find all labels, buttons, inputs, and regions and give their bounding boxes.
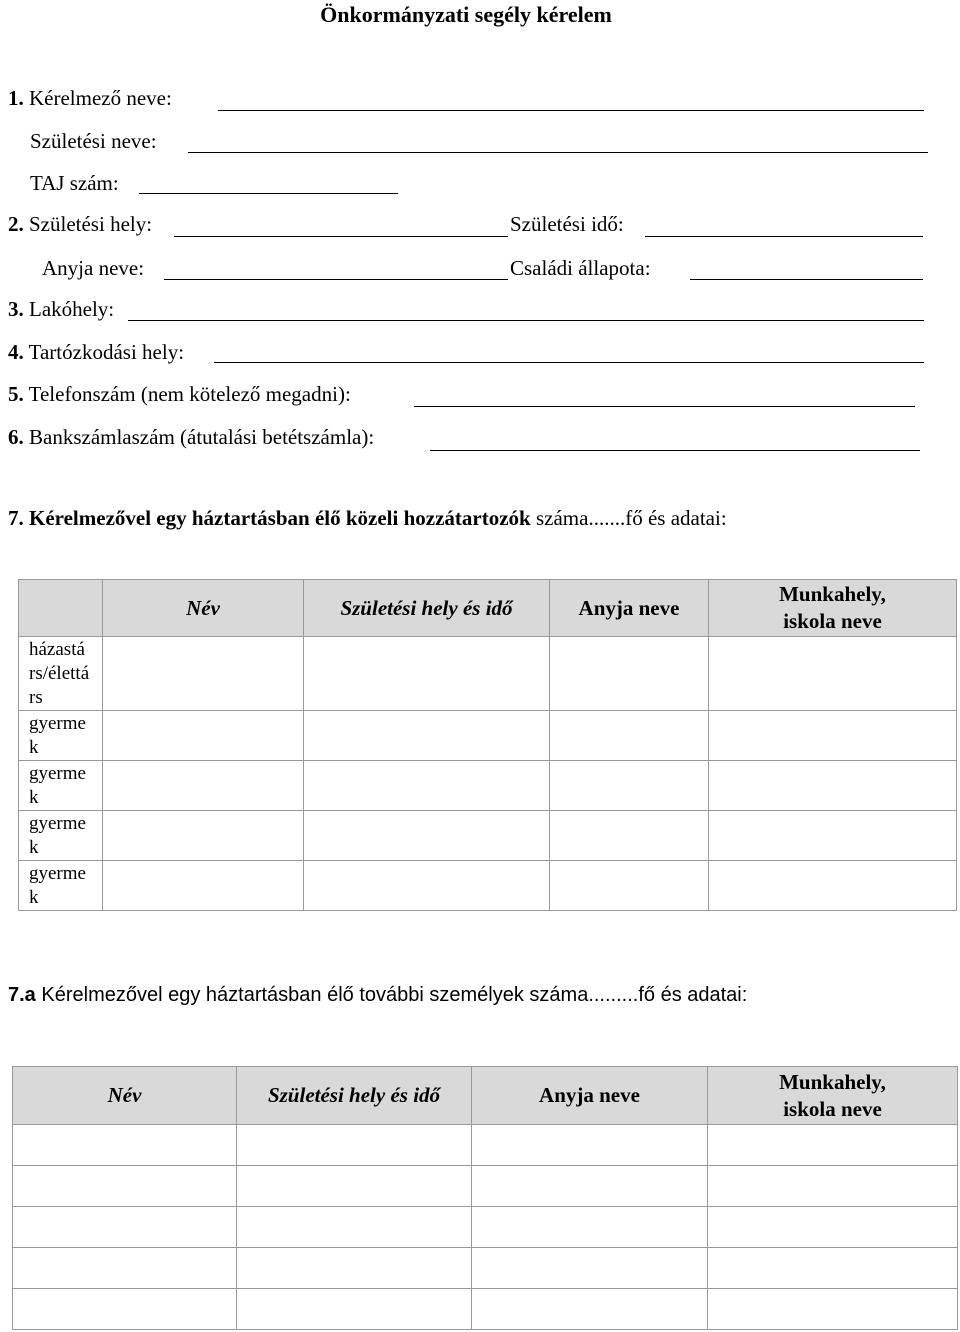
row-label-child-1: gyermek <box>19 711 103 761</box>
spouse-work-cell[interactable] <box>709 637 957 711</box>
spouse-birth-cell[interactable] <box>304 637 550 711</box>
row-label-spouse: házastárs/élettárs <box>19 637 103 711</box>
table-row <box>13 1166 958 1207</box>
other-1-mother-cell[interactable] <box>472 1125 708 1166</box>
other-3-work-cell[interactable] <box>708 1207 958 1248</box>
other-header-name: Név <box>13 1067 237 1125</box>
spouse-mother-cell[interactable] <box>550 637 709 711</box>
relatives-header-name: Név <box>103 580 304 637</box>
other-5-mother-cell[interactable] <box>472 1289 708 1330</box>
birth-place-field[interactable] <box>174 236 508 237</box>
row-label-child-4: gyermek <box>19 861 103 911</box>
other-5-work-cell[interactable] <box>708 1289 958 1330</box>
address-label: 3. Lakóhely: <box>8 297 115 321</box>
other-3-name-cell[interactable] <box>13 1207 237 1248</box>
child-1-birth-cell[interactable] <box>304 711 550 761</box>
child-3-mother-cell[interactable] <box>550 811 709 861</box>
address-field[interactable] <box>128 320 924 321</box>
spouse-name-cell[interactable] <box>103 637 304 711</box>
child-2-name-cell[interactable] <box>103 761 304 811</box>
relatives-header-blank <box>19 580 103 637</box>
relatives-table <box>18 579 957 911</box>
other-2-birth-cell[interactable] <box>237 1166 472 1207</box>
child-2-work-cell[interactable] <box>709 761 957 811</box>
table-row <box>19 637 957 711</box>
child-4-name-cell[interactable] <box>103 861 304 911</box>
table-row <box>19 811 957 861</box>
child-3-work-cell[interactable] <box>709 811 957 861</box>
bank-account-label: 6. Bankszámlaszám (átutalási betétszámla): <box>8 425 375 449</box>
marital-status-label: Családi állapota: <box>510 256 651 280</box>
other-3-birth-cell[interactable] <box>237 1207 472 1248</box>
other-header-work: Munkahely, iskola neve <box>708 1067 958 1125</box>
phone-label: 5. Telefonszám (nem kötelező megadni): <box>8 382 351 406</box>
taj-label: TAJ szám: <box>30 171 119 195</box>
table-row <box>13 1125 958 1166</box>
mother-name-field[interactable] <box>164 279 508 280</box>
child-4-birth-cell[interactable] <box>304 861 550 911</box>
other-persons-header-row <box>13 1067 958 1125</box>
birth-name-field[interactable] <box>188 152 928 153</box>
section-7-heading: 7. Kérelmezővel egy háztartásban élő közeli hozzátartozók száma.......fő és adatai: <box>8 506 727 530</box>
other-1-name-cell[interactable] <box>13 1125 237 1166</box>
relatives-header-work: Munkahely, iskola neve <box>709 580 957 637</box>
birth-name-label: Születési neve: <box>30 129 157 153</box>
other-1-birth-cell[interactable] <box>237 1125 472 1166</box>
table-row <box>13 1207 958 1248</box>
bank-account-field[interactable] <box>430 450 920 451</box>
taj-field[interactable] <box>139 193 398 194</box>
child-1-mother-cell[interactable] <box>550 711 709 761</box>
other-5-birth-cell[interactable] <box>237 1289 472 1330</box>
table-row <box>13 1289 958 1330</box>
residence-label: 4. Tartózkodási hely: <box>8 340 185 364</box>
table-row <box>19 861 957 911</box>
other-4-work-cell[interactable] <box>708 1248 958 1289</box>
child-2-birth-cell[interactable] <box>304 761 550 811</box>
other-persons-table <box>12 1066 958 1330</box>
mother-name-label: Anyja neve: <box>42 256 145 280</box>
residence-field[interactable] <box>214 362 924 363</box>
other-4-birth-cell[interactable] <box>237 1248 472 1289</box>
child-3-name-cell[interactable] <box>103 811 304 861</box>
other-4-name-cell[interactable] <box>13 1248 237 1289</box>
birth-date-label: Születési idő: <box>510 212 624 236</box>
phone-field[interactable] <box>414 406 915 407</box>
table-row <box>19 711 957 761</box>
other-1-work-cell[interactable] <box>708 1125 958 1166</box>
relatives-header-mother: Anyja neve <box>550 580 709 637</box>
applicant-name-field[interactable] <box>218 110 924 111</box>
other-5-name-cell[interactable] <box>13 1289 237 1330</box>
child-2-mother-cell[interactable] <box>550 761 709 811</box>
child-1-name-cell[interactable] <box>103 711 304 761</box>
table-row <box>19 761 957 811</box>
birth-date-field[interactable] <box>645 236 923 237</box>
row-label-child-2: gyermek <box>19 761 103 811</box>
page-title: Önkormányzati segély kérelem <box>320 2 612 27</box>
child-1-work-cell[interactable] <box>709 711 957 761</box>
applicant-name-label: 1. Kérelmező neve: <box>8 86 172 110</box>
other-4-mother-cell[interactable] <box>472 1248 708 1289</box>
child-4-work-cell[interactable] <box>709 861 957 911</box>
other-2-name-cell[interactable] <box>13 1166 237 1207</box>
other-2-work-cell[interactable] <box>708 1166 958 1207</box>
child-4-mother-cell[interactable] <box>550 861 709 911</box>
child-3-birth-cell[interactable] <box>304 811 550 861</box>
birth-place-label: 2. Születési hely: <box>8 212 153 236</box>
section-7a-heading: 7.a Kérelmezővel egy háztartásban élő további személyek száma.........fő és adatai: <box>8 984 748 1006</box>
row-label-child-3: gyermek <box>19 811 103 861</box>
table-row <box>13 1248 958 1289</box>
relatives-header-row <box>19 580 957 637</box>
marital-status-field[interactable] <box>690 279 923 280</box>
other-2-mother-cell[interactable] <box>472 1166 708 1207</box>
other-header-mother: Anyja neve <box>472 1067 708 1125</box>
relatives-header-birth: Születési hely és idő <box>304 580 550 637</box>
other-3-mother-cell[interactable] <box>472 1207 708 1248</box>
other-header-birth: Születési hely és idő <box>237 1067 472 1125</box>
